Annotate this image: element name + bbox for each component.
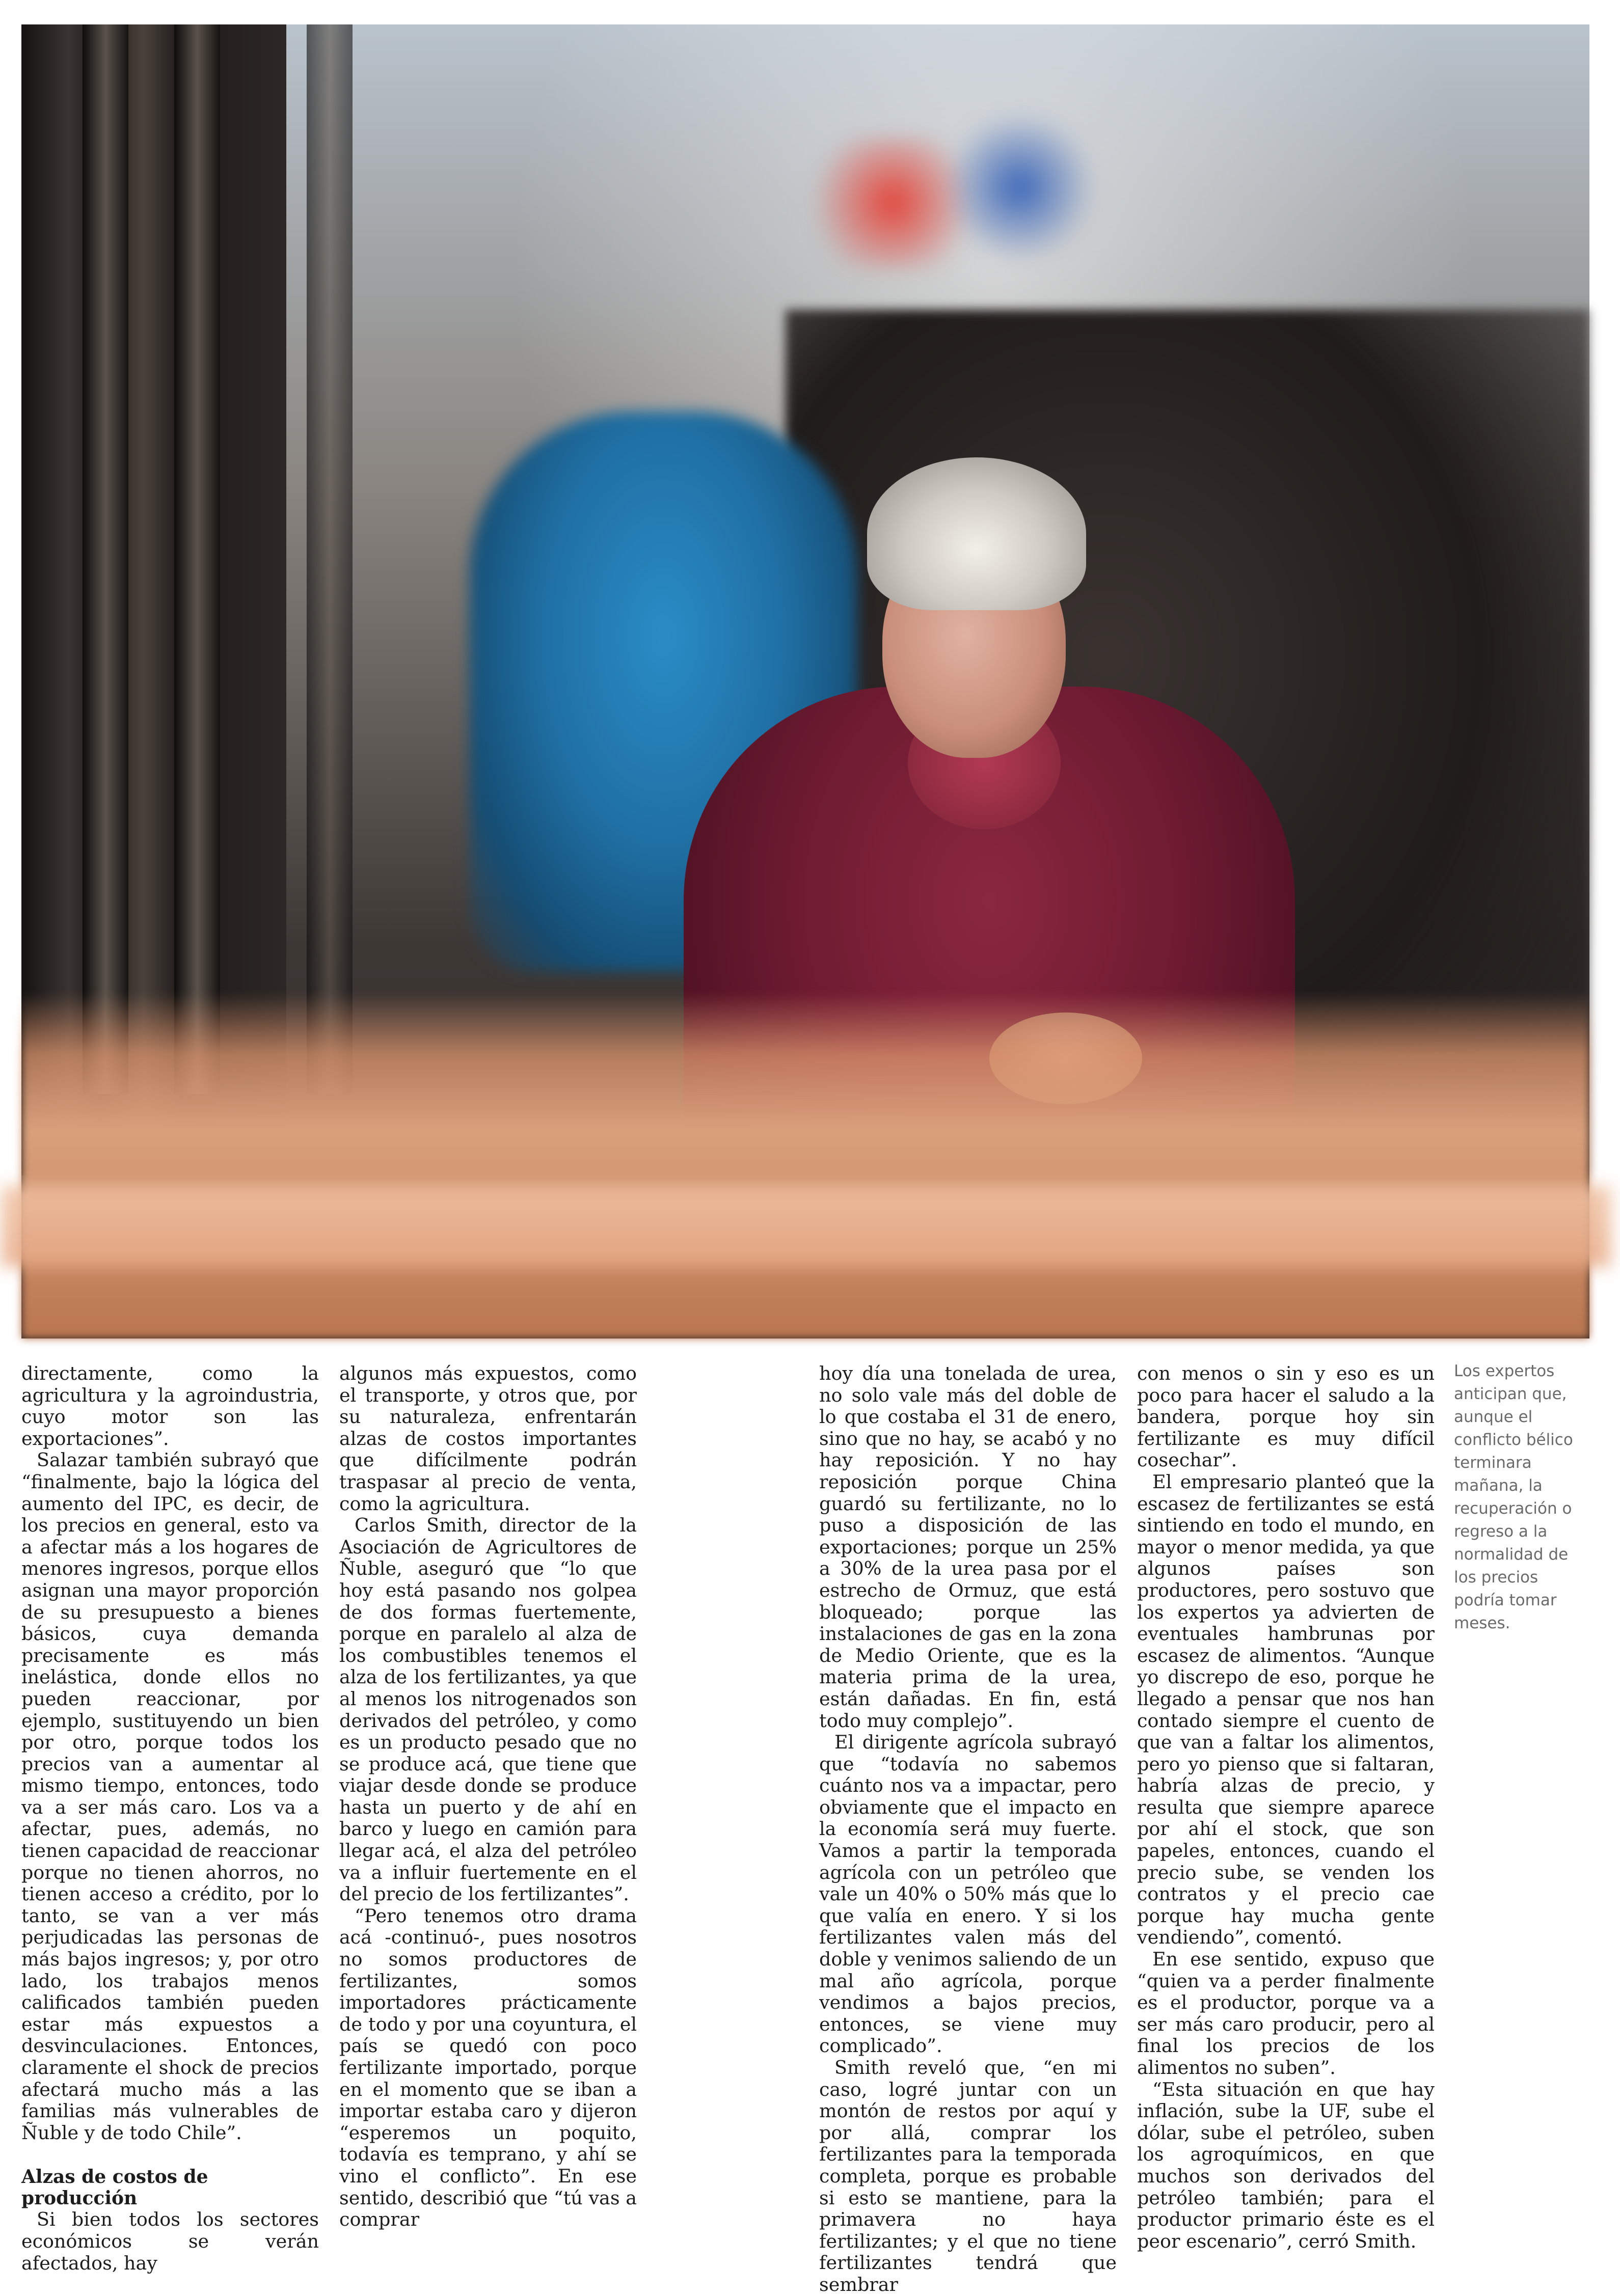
paragraph: Carlos Smith, director de la Asociación de Agricultores de Ñuble, aseguró que “lo que hoy está pasando nos golpea de dos formas fuertemente, porque en paralelo al alza de los combustibles tenemos el alza de los fertilizantes, ya que al menos los nitrogenados son derivados del petróleo, y como es un producto pesado que no se produce acá, que tiene que viajar desde donde se produce hasta un puerto y de ahí en barco y luego en camión para llegar acá, el alza del petróleo va a influir fuertemente en el del precio de los fertilizantes”.: [339, 1514, 637, 1905]
photo-woman-hair: [867, 457, 1086, 610]
photo-foreground-blur: [21, 992, 1589, 1338]
paragraph: El empresario planteó que la escasez de fertilizantes se está sintiendo en todo el mundo, en mayor o menor medida, ya que algunos países son productores, pero sostuvo que los expertos ya advierten de eventuales hambrunas por escasez de alimentos. “Aunque yo discrepo de eso, porque he llegado a pensar que nos han contado siempre el cuento de que van a faltar los alimentos, pero yo pienso que si faltaran, habría alzas de precio, y resulta que siempre aparece por ahí el stock, que son papeles, entonces, cuando el precio sube, se venden los contratos y el precio cae porque hay mucha gente vendiendo”, comentó.: [1137, 1470, 1435, 1949]
paragraph: El dirigente agrícola subrayó que “todavía no sabemos cuánto nos va a impactar, pero obviamente que el impacto en la economía será muy fuerte. Vamos a partir la temporada agrícola con un petróleo que vale un 40% o 50% más que lo que valía en enero. Y si los fertilizantes valen más del doble y venimos saliendo de un mal año agrícola, porque vendimos a bajos precios, entonces, se viene muy complicado”.: [819, 1731, 1117, 2057]
subheading: Alzas de costos de producción: [21, 2166, 208, 2209]
photo-foreground-band: [1, 1186, 1611, 1267]
paragraph: algunos más expuestos, como el transporte, y otros que, por su naturaleza, enfrentarán alzas de costos importantes que difícilmente podrán traspasar al precio de venta, como la agricultura.: [339, 1362, 637, 1515]
paragraph: “Pero tenemos otro drama acá -continuó-, pues nosotros no somos productores de fertilizantes, somos importadores prácticamente de todo y por una coyuntura, el país se quedó con poco fertilizante importado, porque en el momento que se iban a importar estaba caro y dijeron “esperemos un poquito, todavía es temprano, y ahí se vino el conflicto”. En ese sentido, describió que “tú vas a comprar: [339, 1904, 637, 2231]
photo-pillar: [174, 24, 220, 1094]
sidebar-quote: Los expertos anticipan que, aunque el conflicto bélico terminara mañana, la recuperación o regreso a la normalidad de los precios podría tomar meses.: [1454, 1362, 1573, 1632]
photo-pillar: [83, 24, 128, 1094]
article-column-3: [819, 1363, 1117, 2296]
article-body: [21, 1362, 1589, 2295]
photo-blurred-sign: [938, 116, 1101, 259]
article-column-1: [21, 1363, 319, 2274]
photo-pillar: [307, 24, 353, 1094]
article-column-4: [1137, 1363, 1435, 2252]
paragraph: hoy día una tonelada de urea, no solo vale más del doble de lo que costaba el 31 de enero, sino que no hay, se acabó y no hay reposición. Y no hay reposición porque China guardó su fertilizante, no lo puso a disposición de las exportaciones; porque un 25% a 30% de la urea pasa por el estrecho de Ormuz, que está bloqueado; porque las instalaciones de gas en la zona de Medio Oriente, que es la materia prima de la urea, están dañadas. En fin, está todo muy complejo”.: [819, 1362, 1117, 1732]
paragraph: En ese sentido, expuso que “quien va a perder finalmente es el productor, porque va a ser más caro producir, pero al final los precios de los alimentos no suben”.: [1137, 1948, 1435, 2079]
article-column-2: [339, 1363, 637, 2231]
paragraph: Smith reveló que, “en mi caso, logré juntar con un montón de restos por aquí y por allá, comprar los fertilizantes para la temporada completa, porque es probable si esto se mantiene, para la primavera no haya fertilizantes; y el que no tiene fertilizantes tendrá que sembrar: [819, 2057, 1117, 2295]
paragraph: Si bien todos los sectores económicos se verán afectados, hay: [21, 2208, 319, 2274]
article-photo: [21, 24, 1589, 1338]
paragraph: con menos o sin y eso es un poco para hacer el saludo a la bandera, porque hoy sin fertilizante es muy difícil cosechar”.: [1137, 1362, 1435, 1471]
paragraph: Salazar también subrayó que “finalmente, bajo la lógica del aumento del IPC, es decir, de los precios en general, esto va a afectar más a los hogares de menores ingresos, porque ellos asignan una mayor proporción de su presupuesto a bienes básicos, cuya demanda precisamente es más inelástica, donde ellos no pueden reaccionar, por ejemplo, sustituyendo un bien por otro, porque todos los precios van a aumentar al mismo tiempo, entonces, todo va a ser más caro. Los va a afectar, pues, además, no tienen capacidad de reaccionar porque no tienen ahorros, no tienen acceso a crédito, por lo tanto, se van a ver más perjudicadas las personas de más bajos ingresos; y, por otro lado, los trabajos menos calificados también pueden estar más expuestos a desvinculaciones. Entonces, claramente el shock de precios afectará mucho más a las familias más vulnerables de Ñuble y de todo Chile”.: [21, 1449, 319, 2144]
paragraph: directamente, como la agricultura y la agroindustria, cuyo motor son las exportaciones”.: [21, 1362, 319, 1450]
paragraph: “Esta situación en que hay inflación, sube la UF, sube el dólar, sube el petróleo, suben los agroquímicos, en que muchos son derivados del petróleo también; para el productor primario éste es el peor escenario”, cerró Smith.: [1137, 2078, 1435, 2252]
